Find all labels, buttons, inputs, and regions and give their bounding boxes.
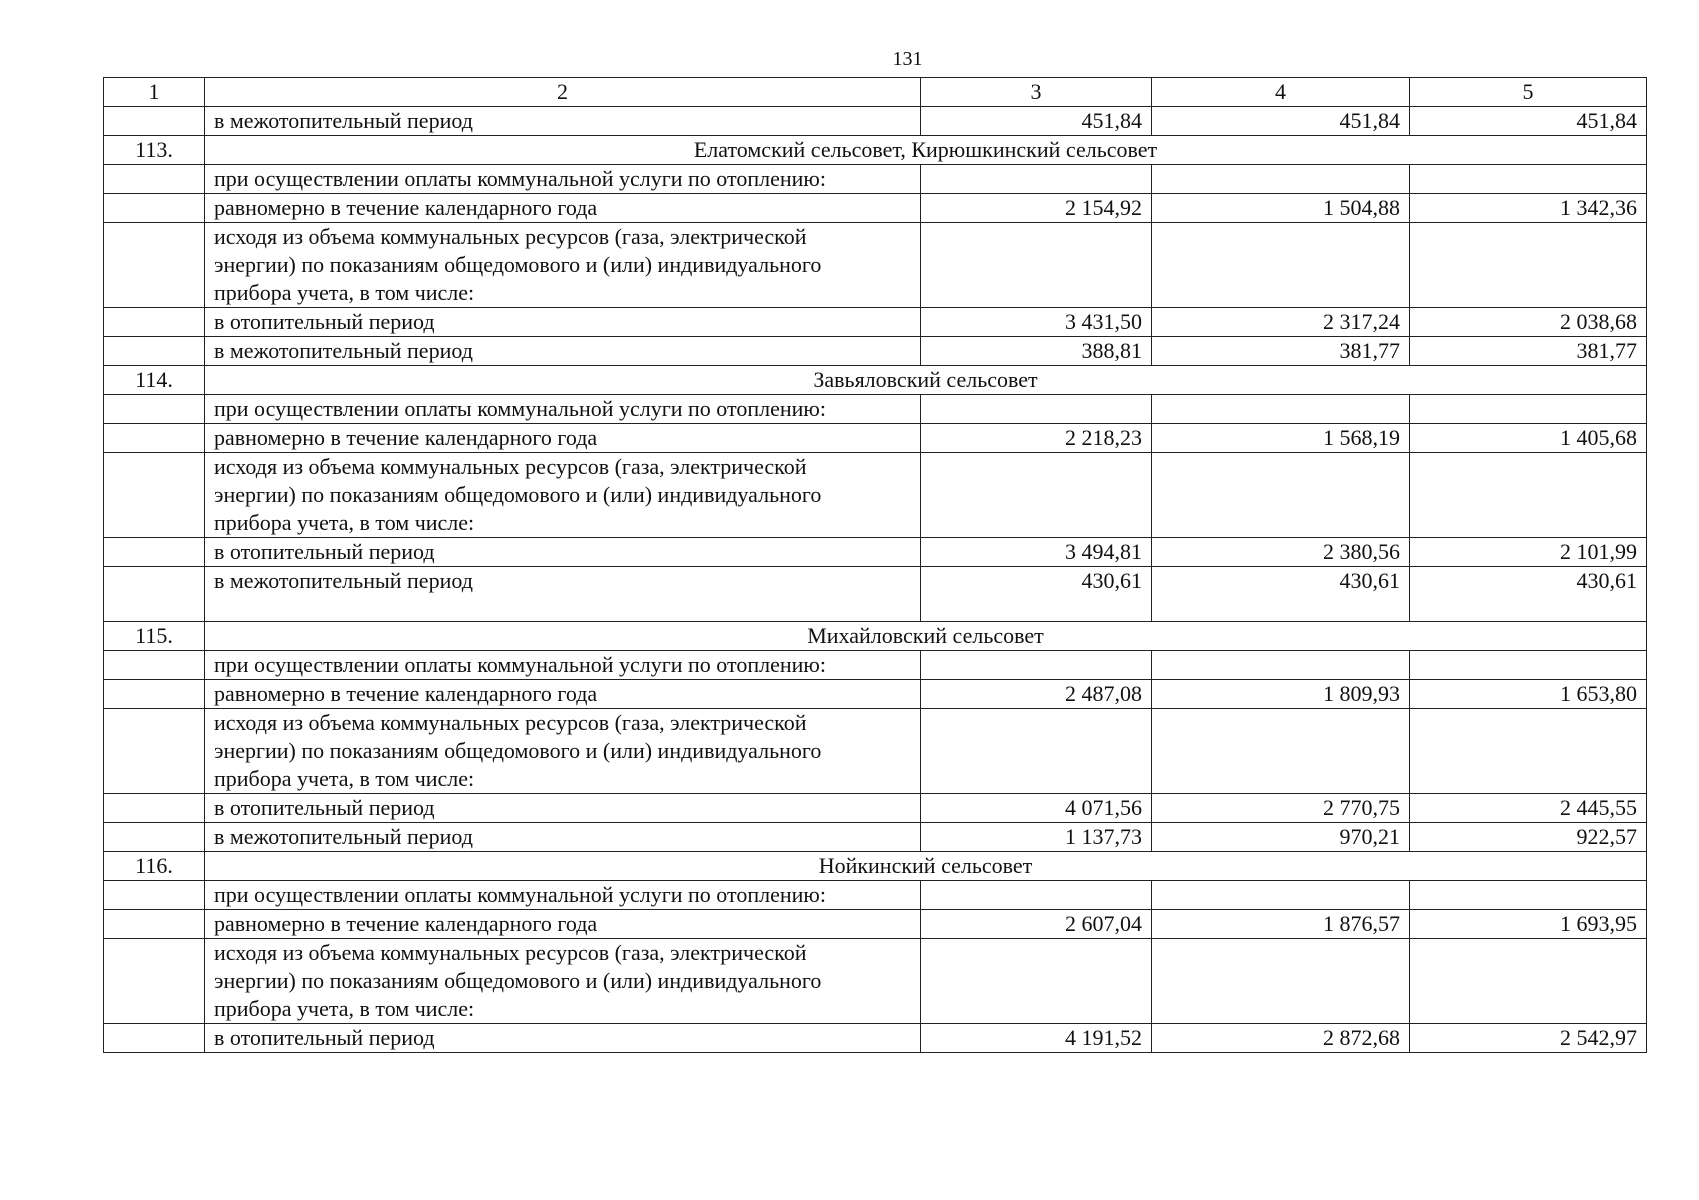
row-label-line: исходя из объема коммунальных ресурсов (газа, электрической [214, 224, 807, 249]
value-cell-col3 [921, 881, 1152, 910]
section-title: Елатомский сельсовет, Кирюшкинский сельсовет [205, 136, 1647, 165]
row-number-cell [104, 538, 205, 567]
row-label: при осуществлении оплаты коммунальной услуги по отоплению: [205, 165, 921, 194]
value-cell-col5 [1410, 165, 1647, 194]
row-number-cell [104, 165, 205, 194]
header-cell: 4 [1152, 78, 1410, 107]
section-title: Нойкинский сельсовет [205, 852, 1647, 881]
value-cell-col5: 2 445,55 [1410, 794, 1647, 823]
value-cell-col4: 970,21 [1152, 823, 1410, 852]
table-row [104, 680, 1647, 709]
row-label-multiline [205, 709, 921, 794]
row-label: при осуществлении оплаты коммунальной услуги по отоплению: [205, 881, 921, 910]
row-label-line: энергии) по показаниям общедомового и (или) индивидуального [214, 252, 822, 277]
value-cell-col5 [1410, 881, 1647, 910]
value-cell-col4: 1 568,19 [1152, 424, 1410, 453]
value-cell-col5: 1 693,95 [1410, 910, 1647, 939]
table-row [104, 453, 1647, 538]
header-cell: 3 [921, 78, 1152, 107]
section-title-row [104, 852, 1647, 881]
value-cell-col4: 1 504,88 [1152, 194, 1410, 223]
table-row [104, 424, 1647, 453]
value-cell-col4: 2 872,68 [1152, 1024, 1410, 1053]
row-number-cell [104, 453, 205, 538]
value-cell-col4 [1152, 453, 1410, 538]
value-cell-col3 [921, 453, 1152, 538]
row-number-cell [104, 794, 205, 823]
row-label-line: исходя из объема коммунальных ресурсов (газа, электрической [214, 940, 807, 965]
row-number-cell [104, 910, 205, 939]
row-label: при осуществлении оплаты коммунальной услуги по отоплению: [205, 395, 921, 424]
row-number-cell [104, 680, 205, 709]
value-cell-col3 [921, 395, 1152, 424]
value-cell-col4: 430,61 [1152, 567, 1410, 622]
row-label: в отопительный период [205, 308, 921, 337]
value-cell-col3: 2 218,23 [921, 424, 1152, 453]
value-cell-col4 [1152, 881, 1410, 910]
section-title-row [104, 366, 1647, 395]
section-number: 113. [104, 136, 205, 165]
value-cell-col3: 430,61 [921, 567, 1152, 622]
row-number-cell [104, 1024, 205, 1053]
value-cell-col5: 922,57 [1410, 823, 1647, 852]
page-number: 131 [892, 48, 923, 70]
value-cell-col5 [1410, 709, 1647, 794]
value-cell-col4 [1152, 165, 1410, 194]
header-row [104, 78, 1647, 107]
value-cell-col3: 3 431,50 [921, 308, 1152, 337]
value-cell-col5: 430,61 [1410, 567, 1647, 622]
section-title: Завьяловский сельсовет [205, 366, 1647, 395]
table-row [104, 194, 1647, 223]
table-row [104, 223, 1647, 308]
row-label-line: исходя из объема коммунальных ресурсов (газа, электрической [214, 454, 807, 479]
value-cell-col5 [1410, 651, 1647, 680]
section-number: 114. [104, 366, 205, 395]
row-number-cell [104, 567, 205, 622]
value-cell-col4 [1152, 223, 1410, 308]
value-cell-col4: 2 317,24 [1152, 308, 1410, 337]
value-cell-col5 [1410, 453, 1647, 538]
value-cell-col3 [921, 223, 1152, 308]
row-label: равномерно в течение календарного года [205, 910, 921, 939]
value-cell-col3 [921, 165, 1152, 194]
value-cell-col3: 4 071,56 [921, 794, 1152, 823]
value-cell-col5: 1 405,68 [1410, 424, 1647, 453]
row-label-multiline [205, 939, 921, 1024]
value-cell-col3: 1 137,73 [921, 823, 1152, 852]
header-cell: 1 [104, 78, 205, 107]
value-cell-col3: 3 494,81 [921, 538, 1152, 567]
row-number-cell [104, 939, 205, 1024]
row-number-cell [104, 223, 205, 308]
section-title: Михайловский сельсовет [205, 622, 1647, 651]
section-title-row [104, 136, 1647, 165]
section-number: 116. [104, 852, 205, 881]
row-number-cell [104, 107, 205, 136]
table-row [104, 939, 1647, 1024]
value-cell-col4: 1 876,57 [1152, 910, 1410, 939]
row-label-line: энергии) по показаниям общедомового и (или) индивидуального [214, 968, 822, 993]
value-cell-col5: 2 101,99 [1410, 538, 1647, 567]
value-cell-col5: 2 038,68 [1410, 308, 1647, 337]
row-number-cell [104, 651, 205, 680]
row-label: равномерно в течение календарного года [205, 424, 921, 453]
table-row [104, 881, 1647, 910]
header-cell: 2 [205, 78, 921, 107]
row-number-cell [104, 881, 205, 910]
section-title-row [104, 622, 1647, 651]
value-cell-col5 [1410, 939, 1647, 1024]
row-label-line: прибора учета, в том числе: [214, 766, 475, 791]
table-row [104, 1024, 1647, 1053]
value-cell-col5: 381,77 [1410, 337, 1647, 366]
value-cell-col5 [1410, 395, 1647, 424]
row-label: равномерно в течение календарного года [205, 194, 921, 223]
value-cell-col3: 4 191,52 [921, 1024, 1152, 1053]
value-cell-col4: 381,77 [1152, 337, 1410, 366]
table-row [104, 567, 1647, 622]
value-cell-col4: 2 380,56 [1152, 538, 1410, 567]
value-cell-col4: 1 809,93 [1152, 680, 1410, 709]
row-number-cell [104, 395, 205, 424]
value-cell-col5: 1 342,36 [1410, 194, 1647, 223]
value-cell-col3: 2 607,04 [921, 910, 1152, 939]
value-cell-col3 [921, 939, 1152, 1024]
value-cell-col3 [921, 709, 1152, 794]
value-cell-col4: 451,84 [1152, 107, 1410, 136]
row-label: в межотопительный период [205, 107, 921, 136]
value-cell-col5 [1410, 223, 1647, 308]
tariff-table [103, 77, 1647, 1053]
row-number-cell [104, 823, 205, 852]
row-label-line: прибора учета, в том числе: [214, 280, 475, 305]
table-row [104, 910, 1647, 939]
row-label: в межотопительный период [205, 823, 921, 852]
row-label: при осуществлении оплаты коммунальной услуги по отоплению: [205, 651, 921, 680]
value-cell-col4 [1152, 709, 1410, 794]
row-label-line: энергии) по показаниям общедомового и (или) индивидуального [214, 738, 822, 763]
row-label-multiline [205, 223, 921, 308]
row-label-line: энергии) по показаниям общедомового и (или) индивидуального [214, 482, 822, 507]
row-label-line: прибора учета, в том числе: [214, 996, 475, 1021]
table-row [104, 337, 1647, 366]
table-row [104, 165, 1647, 194]
row-label-multiline [205, 453, 921, 538]
value-cell-col3: 388,81 [921, 337, 1152, 366]
table-row [104, 395, 1647, 424]
table-row [104, 823, 1647, 852]
row-label: в межотопительный период [205, 567, 921, 622]
table-row [104, 651, 1647, 680]
row-number-cell [104, 709, 205, 794]
row-label-line: прибора учета, в том числе: [214, 510, 475, 535]
value-cell-col3 [921, 651, 1152, 680]
value-cell-col4 [1152, 395, 1410, 424]
header-cell: 5 [1410, 78, 1647, 107]
value-cell-col5: 2 542,97 [1410, 1024, 1647, 1053]
value-cell-col4: 2 770,75 [1152, 794, 1410, 823]
row-label: в отопительный период [205, 538, 921, 567]
section-number: 115. [104, 622, 205, 651]
value-cell-col3: 2 487,08 [921, 680, 1152, 709]
value-cell-col5: 451,84 [1410, 107, 1647, 136]
value-cell-col4 [1152, 651, 1410, 680]
table-row [104, 538, 1647, 567]
row-label: в межотопительный период [205, 337, 921, 366]
table-row [104, 107, 1647, 136]
value-cell-col3: 2 154,92 [921, 194, 1152, 223]
value-cell-col3: 451,84 [921, 107, 1152, 136]
row-label: равномерно в течение календарного года [205, 680, 921, 709]
row-number-cell [104, 194, 205, 223]
row-label-line: исходя из объема коммунальных ресурсов (газа, электрической [214, 710, 807, 735]
value-cell-col4 [1152, 939, 1410, 1024]
row-number-cell [104, 337, 205, 366]
table-row [104, 794, 1647, 823]
value-cell-col5: 1 653,80 [1410, 680, 1647, 709]
table-row [104, 709, 1647, 794]
row-label: в отопительный период [205, 1024, 921, 1053]
row-number-cell [104, 424, 205, 453]
row-label: в отопительный период [205, 794, 921, 823]
row-number-cell [104, 308, 205, 337]
table-row [104, 308, 1647, 337]
